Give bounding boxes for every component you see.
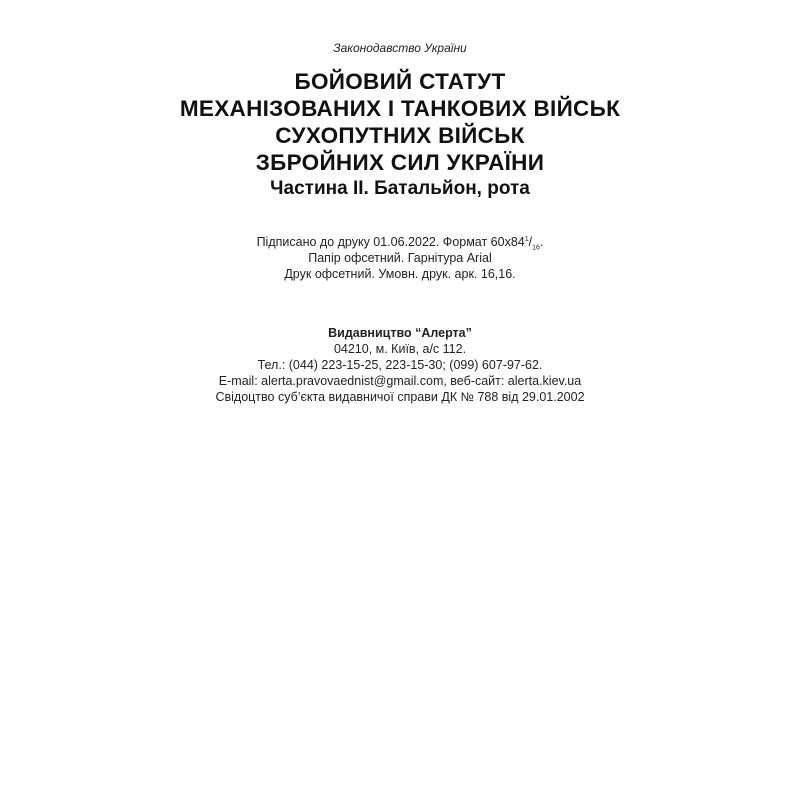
- format-denominator: 16: [532, 244, 540, 252]
- signed-for-print: [0, 234, 800, 250]
- publisher-certificate: Свідоцтво суб’єкта видавничої справи ДК № 788 від 29.01.2002: [215, 390, 585, 404]
- format-end: .: [539, 235, 544, 249]
- title-line-3: СУХОПУТНИХ ВІЙСЬК: [275, 123, 525, 148]
- format-slash: /: [528, 235, 533, 249]
- print-details: [0, 234, 800, 282]
- book-title: [0, 68, 800, 202]
- title-line-4: ЗБРОЙНИХ СИЛ УКРАЇНИ: [255, 150, 545, 175]
- format-numerator: 1: [524, 235, 529, 243]
- title-part: Частина ІІ. Батальйон, рота: [270, 178, 530, 199]
- publisher-details: [0, 325, 800, 405]
- paper-info: Папір офсетний. Гарнітура Arial: [308, 251, 492, 265]
- series-name: Законодавство України: [333, 41, 467, 55]
- publisher-contacts: E-mail: alerta.pravovaednist@gmail.com, веб-сайт: alerta.kiev.ua: [218, 374, 582, 388]
- signed-prefix: Підписано до друку 01.06.2022. Формат 60х84: [256, 235, 525, 249]
- publisher-phones: Тел.: (044) 223-15-25, 223-15-30; (099) 607-97-62.: [257, 358, 543, 372]
- title-line-1: БОЙОВИЙ СТАТУТ: [294, 69, 506, 94]
- publisher-name: Видавництво “Алерта”: [328, 326, 472, 340]
- printing-info: Друк офсетний. Умовн. друк. арк. 16,16.: [284, 267, 516, 281]
- title-line-2: МЕХАНІЗОВАНИХ І ТАНКОВИХ ВІЙСЬК: [179, 96, 621, 121]
- publisher-address: 04210, м. Київ, а/с 112.: [333, 342, 467, 356]
